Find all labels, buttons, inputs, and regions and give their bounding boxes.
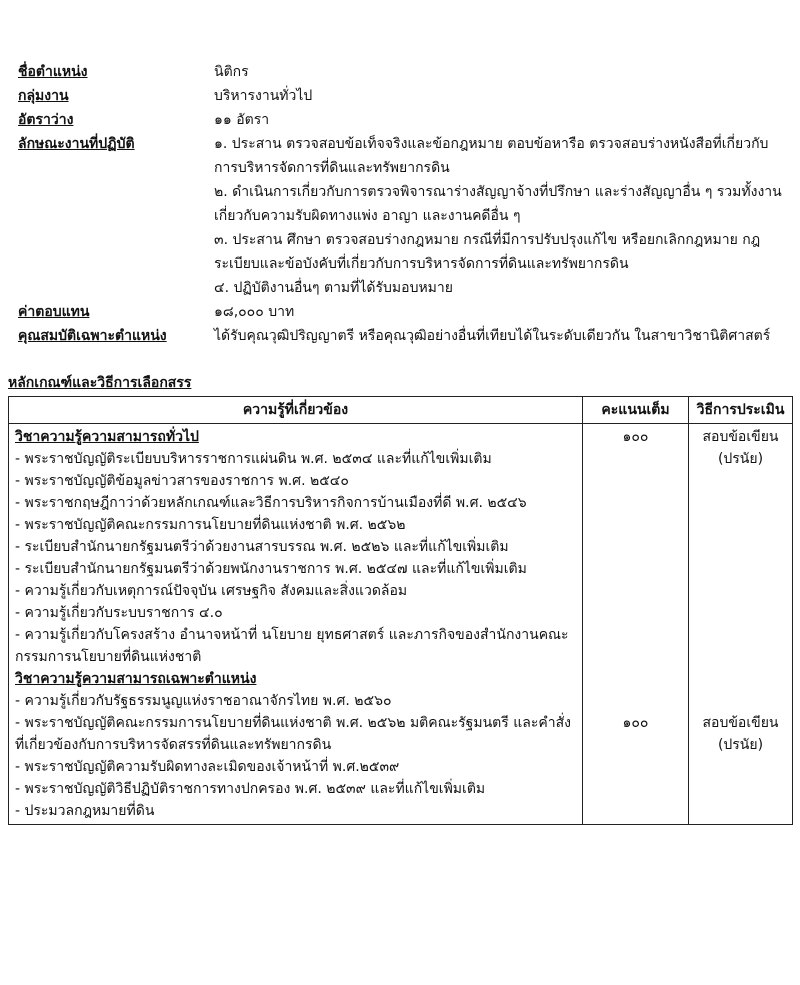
list-item: - ความรู้เกี่ยวกับเหตุการณ์ปัจจุบัน เศรษฐกิจ สังคมและสิ่งแวดล้อม: [15, 583, 408, 599]
qualification-row: [18, 324, 788, 348]
header-method: วิธีการประเมิน: [689, 397, 793, 424]
header-knowledge: ความรู้ที่เกี่ยวข้อง: [9, 397, 583, 424]
position-title-row: [18, 60, 788, 84]
vacancy-label: อัตราว่าง: [18, 112, 74, 128]
group-label: กลุ่มงาน: [18, 88, 69, 104]
method-specific-line1: สอบข้อเขียน: [702, 715, 779, 731]
table-row: [9, 424, 793, 825]
position-title-value: นิติกร: [214, 64, 249, 80]
position-title-label: ชื่อตำแหน่ง: [18, 64, 88, 80]
duty-item: ๓. ประสาน ศึกษา ตรวจสอบร่างกฎหมาย กรณีที่มีการปรับปรุงแก้ไข หรือยกเลิกกฎหมาย กฎระเบียบและข้อบังคับที่เกี่ยวกับการบริหารจัดการที่ดินและทรัพยากรดิน: [214, 232, 761, 272]
qualification-value: ได้รับคุณวุฒิปริญญาตรี หรือคุณวุฒิอย่างอื่นที่เทียบได้ในระดับเดียวกัน ในสาขาวิชานิติศาสตร์: [214, 328, 771, 344]
duty-item: ๑. ประสาน ตรวจสอบข้อเท็จจริงและข้อกฎหมาย ตอบข้อหารือ ตรวจสอบร่างหนังสือที่เกี่ยวกับการบริหารจัดการที่ดินและทรัพยากรดิน: [214, 136, 769, 176]
vacancy-row: [18, 108, 788, 132]
criteria-title: หลักเกณฑ์และวิธีการเลือกสรร: [8, 375, 192, 391]
score-cell: [583, 424, 689, 825]
duties-row: [18, 132, 788, 300]
method-cell: [689, 424, 793, 825]
list-item: - ประมวลกฎหมายที่ดิน: [15, 803, 155, 819]
header-score: คะแนนเต็ม: [583, 397, 689, 424]
list-item: - พระราชบัญญัติความรับผิดทางละเมิดของเจ้าหน้าที่ พ.ศ.๒๕๓๙: [15, 759, 400, 775]
list-item: - พระราชบัญญัติวิธีปฏิบัติราชการทางปกครอง พ.ศ. ๒๕๓๙ และที่แก้ไขเพิ่มเติม: [15, 781, 486, 797]
score-specific: ๑๐๐: [622, 715, 649, 731]
duty-item: ๔. ปฏิบัติงานอื่นๆ ตามที่ได้รับมอบหมาย: [214, 280, 453, 296]
salary-label: ค่าตอบแทน: [18, 304, 90, 320]
list-item: - พระราชบัญญัติข้อมูลข่าวสารของราชการ พ.ศ. ๒๕๔๐: [15, 473, 349, 489]
knowledge-cell: [9, 424, 583, 825]
vacancy-value: ๑๑ อัตรา: [214, 112, 270, 128]
list-item: - ระเบียบสำนักนายกรัฐมนตรีว่าด้วยงานสารบรรณ พ.ศ. ๒๕๒๖ และที่แก้ไขเพิ่มเติม: [15, 539, 509, 555]
list-item: - ระเบียบสำนักนายกรัฐมนตรีว่าด้วยพนักงานราชการ พ.ศ. ๒๕๔๗ และที่แก้ไขเพิ่มเติม: [15, 561, 527, 577]
list-item: - พระราชบัญญัติคณะกรรมการนโยบายที่ดินแห่งชาติ พ.ศ. ๒๕๖๒: [15, 517, 406, 533]
duty-item: ๒. ดำเนินการเกี่ยวกับการตรวจพิจารณาร่างสัญญาจ้างที่ปรึกษา และร่างสัญญาอื่น ๆ รวมทั้งงานเกี่ยวกับความรับผิดทางแพ่ง อาญา และงานคดีอื่น ๆ: [214, 184, 782, 224]
qualification-label: คุณสมบัติเฉพาะตำแหน่ง: [18, 328, 167, 344]
list-item: - ความรู้เกี่ยวกับโครงสร้าง อำนาจหน้าที่ นโยบาย ยุทธศาสตร์ และภารกิจของสำนักงานคณะกรรมการนโยบายที่ดินแห่งชาติ: [15, 627, 569, 665]
method-specific-line2: (ปรนัย): [717, 737, 764, 753]
list-item: - ความรู้เกี่ยวกับระบบราชการ ๔.๐: [15, 605, 223, 621]
score-general: ๑๐๐: [622, 429, 649, 445]
group-value: บริหารงานทั่วไป: [214, 88, 313, 104]
list-item: - พระราชกฤษฎีกาว่าด้วยหลักเกณฑ์และวิธีการบริหารกิจการบ้านเมืองที่ดี พ.ศ. ๒๕๔๖: [15, 495, 527, 511]
method-general-line2: (ปรนัย): [717, 451, 764, 467]
list-item: - ความรู้เกี่ยวกับรัฐธรรมนูญแห่งราชอาณาจักรไทย พ.ศ. ๒๕๖๐: [15, 693, 392, 709]
group-row: [18, 84, 788, 108]
subject-general: วิชาความรู้ความสามารถทั่วไป: [15, 429, 199, 445]
table-header-row: [9, 397, 793, 424]
duties-label: ลักษณะงานที่ปฏิบัติ: [18, 136, 135, 152]
criteria-table: [8, 396, 793, 825]
subject-specific: วิชาความรู้ความสามารถเฉพาะตำแหน่ง: [15, 671, 257, 687]
position-info: [18, 60, 788, 348]
list-item: - พระราชบัญญัติระเบียบบริหารราชการแผ่นดิน พ.ศ. ๒๕๓๔ และที่แก้ไขเพิ่มเติม: [15, 451, 492, 467]
list-item: - พระราชบัญญัติคณะกรรมการนโยบายที่ดินแห่งชาติ พ.ศ. ๒๕๖๒ มติคณะรัฐมนตรี และคำสั่งที่เกี่ยวข้องกับการบริหารจัดสรรที่ดินและทรัพยากรดิน: [15, 715, 571, 753]
duties-list: [214, 132, 788, 300]
method-general-line1: สอบข้อเขียน: [702, 429, 779, 445]
salary-value: ๑๘,๐๐๐ บาท: [214, 304, 295, 320]
salary-row: [18, 300, 788, 324]
